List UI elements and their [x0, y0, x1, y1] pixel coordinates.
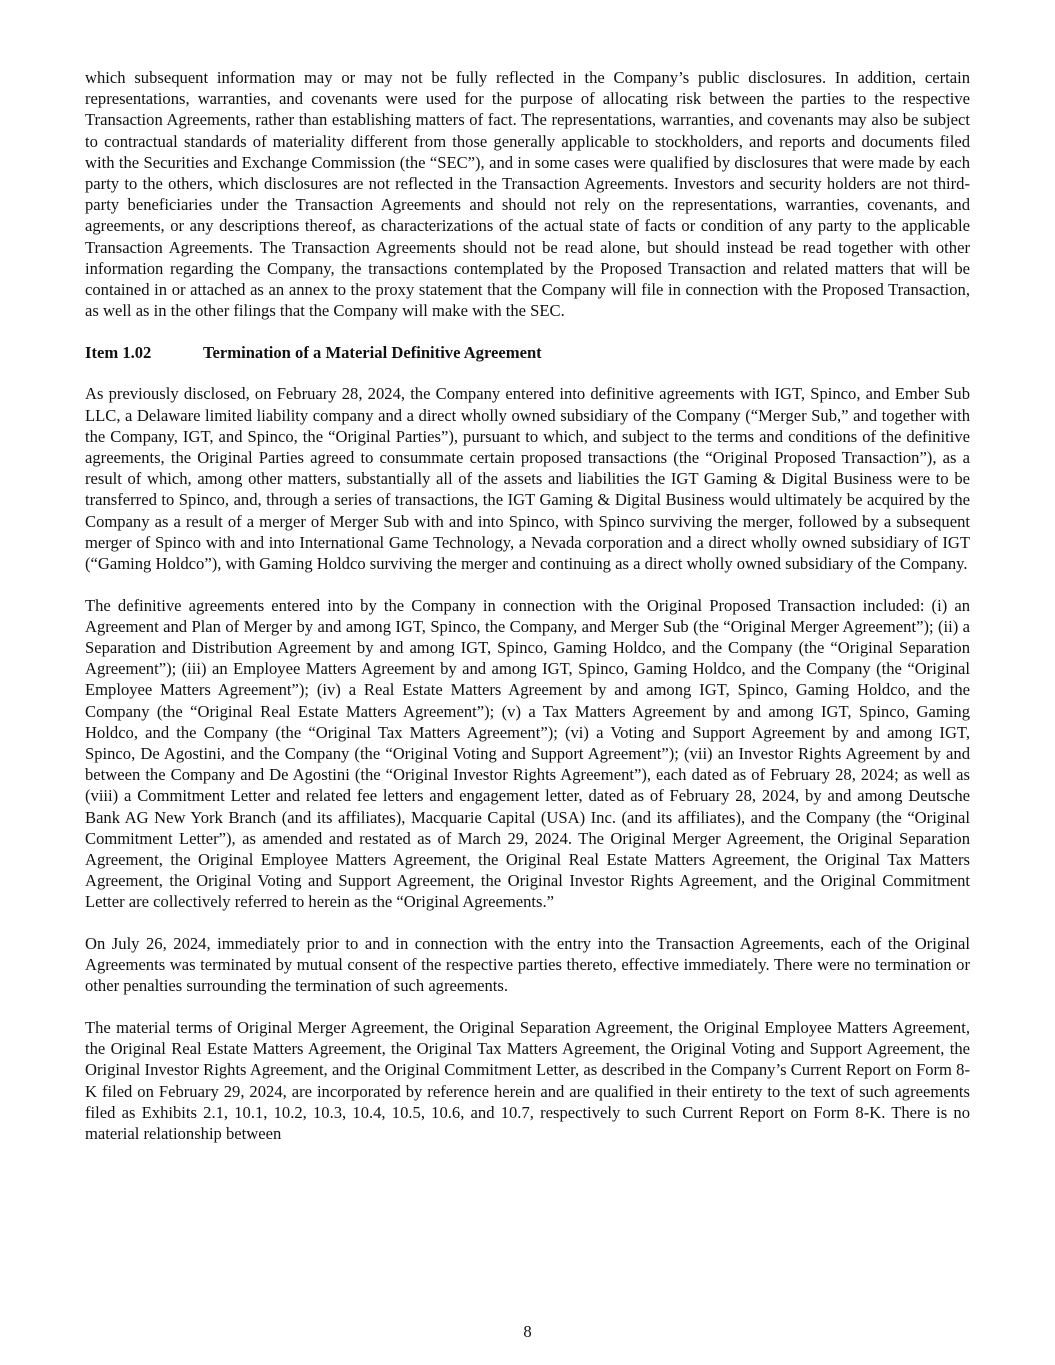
page-number: 8: [523, 1322, 532, 1341]
paragraph-prior-agreements: As previously disclosed, on February 28, 2024, the Company entered into definitive agreements with IGT, Spinco, and Ember Sub LLC, a Delaware limited liability company and a direct wholly owned subsidiary of the Company (“Merger Sub,” and together with the Company, IGT, and Spinco, the “Original Parties”), pursuant to which, and subject to the terms and conditions of the definitive agreements, the Original Parties agreed to consummate certain proposed transactions (the “Original Proposed Transaction”), as a result of which, among other matters, substantially all of the assets and liabilities the IGT Gaming & Digital Business were to be transferred to Spinco, and, through a series of transactions, the IGT Gaming & Digital Business would ultimately be acquired by the Company as a result of a merger of Merger Sub with and into Spinco, with Spinco surviving the merger, followed by a subsequent merger of Spinco with and into International Game Technology, a Nevada corporation and a direct wholly owned subsidiary of IGT (“Gaming Holdco”), with Gaming Holdco surviving the merger and continuing as a direct wholly owned subsidiary of the Company.: [85, 384, 970, 574]
paragraph-termination: On July 26, 2024, immediately prior to and in connection with the entry into the Transaction Agreements, each of the Original Agreements was terminated by mutual consent of the respective parties thereto, effective immediately. There were no termination or other penalties surrounding the termination of such agreements.: [85, 934, 970, 996]
paragraph-definitive-agreements-list: The definitive agreements entered into by the Company in connection with the Original Proposed Transaction included: (i) an Agreement and Plan of Merger by and among IGT, Spinco, the Company, and Merger Sub (the “Original Merger Agreement”); (ii) a Separation and Distribution Agreement by and among IGT, Spinco, Gaming Holdco, and the Company (the “Original Separation Agreement”); (iii) an Employee Matters Agreement by and among IGT, Spinco, Gaming Holdco, and the Company (the “Original Employee Matters Agreement”); (iv) a Real Estate Matters Agreement by and among IGT, Spinco, Gaming Holdco, and the Company (the “Original Real Estate Matters Agreement”); (v) a Tax Matters Agreement by and among IGT, Spinco, Gaming Holdco, and the Company (the “Original Tax Matters Agreement”); (vi) a Voting and Support Agreement by and among IGT, Spinco, De Agostini, and the Company (the “Original Voting and Support Agreement”); (vii) an Investor Rights Agreement by and between the Company and De Agostini (the “Original Investor Rights Agreement”), each dated as of February 28, 2024; as well as (viii) a Commitment Letter and related fee letters and engagement letter, dated as of February 28, 2024, by and among Deutsche Bank AG New York Branch (and its affiliates), Macquarie Capital (USA) Inc. (and its affiliates), and the Company (the “Original Commitment Letter”), as amended and restated as of March 29, 2024. The Original Merger Agreement, the Original Separation Agreement, the Original Employee Matters Agreement, the Original Real Estate Matters Agreement, the Original Tax Matters Agreement, the Original Voting and Support Agreement, the Original Investor Rights Agreement, and the Original Commitment Letter are collectively referred to herein as the “Original Agreements.”: [85, 595, 970, 912]
document-page: [85, 67, 970, 1165]
item-title: Termination of a Material Definitive Agreement: [203, 342, 542, 362]
section-heading: [85, 342, 970, 363]
paragraph-material-terms: The material terms of Original Merger Agreement, the Original Separation Agreement, the Original Employee Matters Agreement, the Original Real Estate Matters Agreement, the Original Tax Matters Agreement, the Original Voting and Support Agreement, the Original Investor Rights Agreement, and the Original Commitment Letter, as described in the Company’s Current Report on Form 8-K filed on February 29, 2024, are incorporated by reference herein and are qualified in their entirety to the text of such agreements filed as Exhibits 2.1, 10.1, 10.2, 10.3, 10.4, 10.5, 10.6, and 10.7, respectively to such Current Report on Form 8-K. There is no material relationship between: [85, 1018, 970, 1144]
item-number: Item 1.02: [85, 342, 152, 362]
paragraph-continued-disclosure: which subsequent information may or may not be fully reflected in the Company’s public disclosures. In addition, certain representations, warranties, and covenants were used for the purpose of allocating risk between the parties to the respective Transaction Agreements, rather than establishing matters of fact. The representations, warranties, and covenants may also be subject to contractual standards of materiality different from those generally applicable to stockholders, and reports and documents filed with the Securities and Exchange Commission (the “SEC”), and in some cases were qualified by disclosures that were made by each party to the others, which disclosures are not reflected in the Transaction Agreements. Investors and security holders are not third-party beneficiaries under the Transaction Agreements and should not rely on the representations, warranties, covenants, and agreements, or any descriptions thereof, as characterizations of the actual state of facts or condition of any party to the applicable Transaction Agreements. The Transaction Agreements should not be read alone, but should instead be read together with other information regarding the Company, the transactions contemplated by the Proposed Transaction and related matters that will be contained in or attached as an annex to the proxy statement that the Company will file in connection with the Proposed Transaction, as well as in the other filings that the Company will make with the SEC.: [85, 68, 970, 321]
